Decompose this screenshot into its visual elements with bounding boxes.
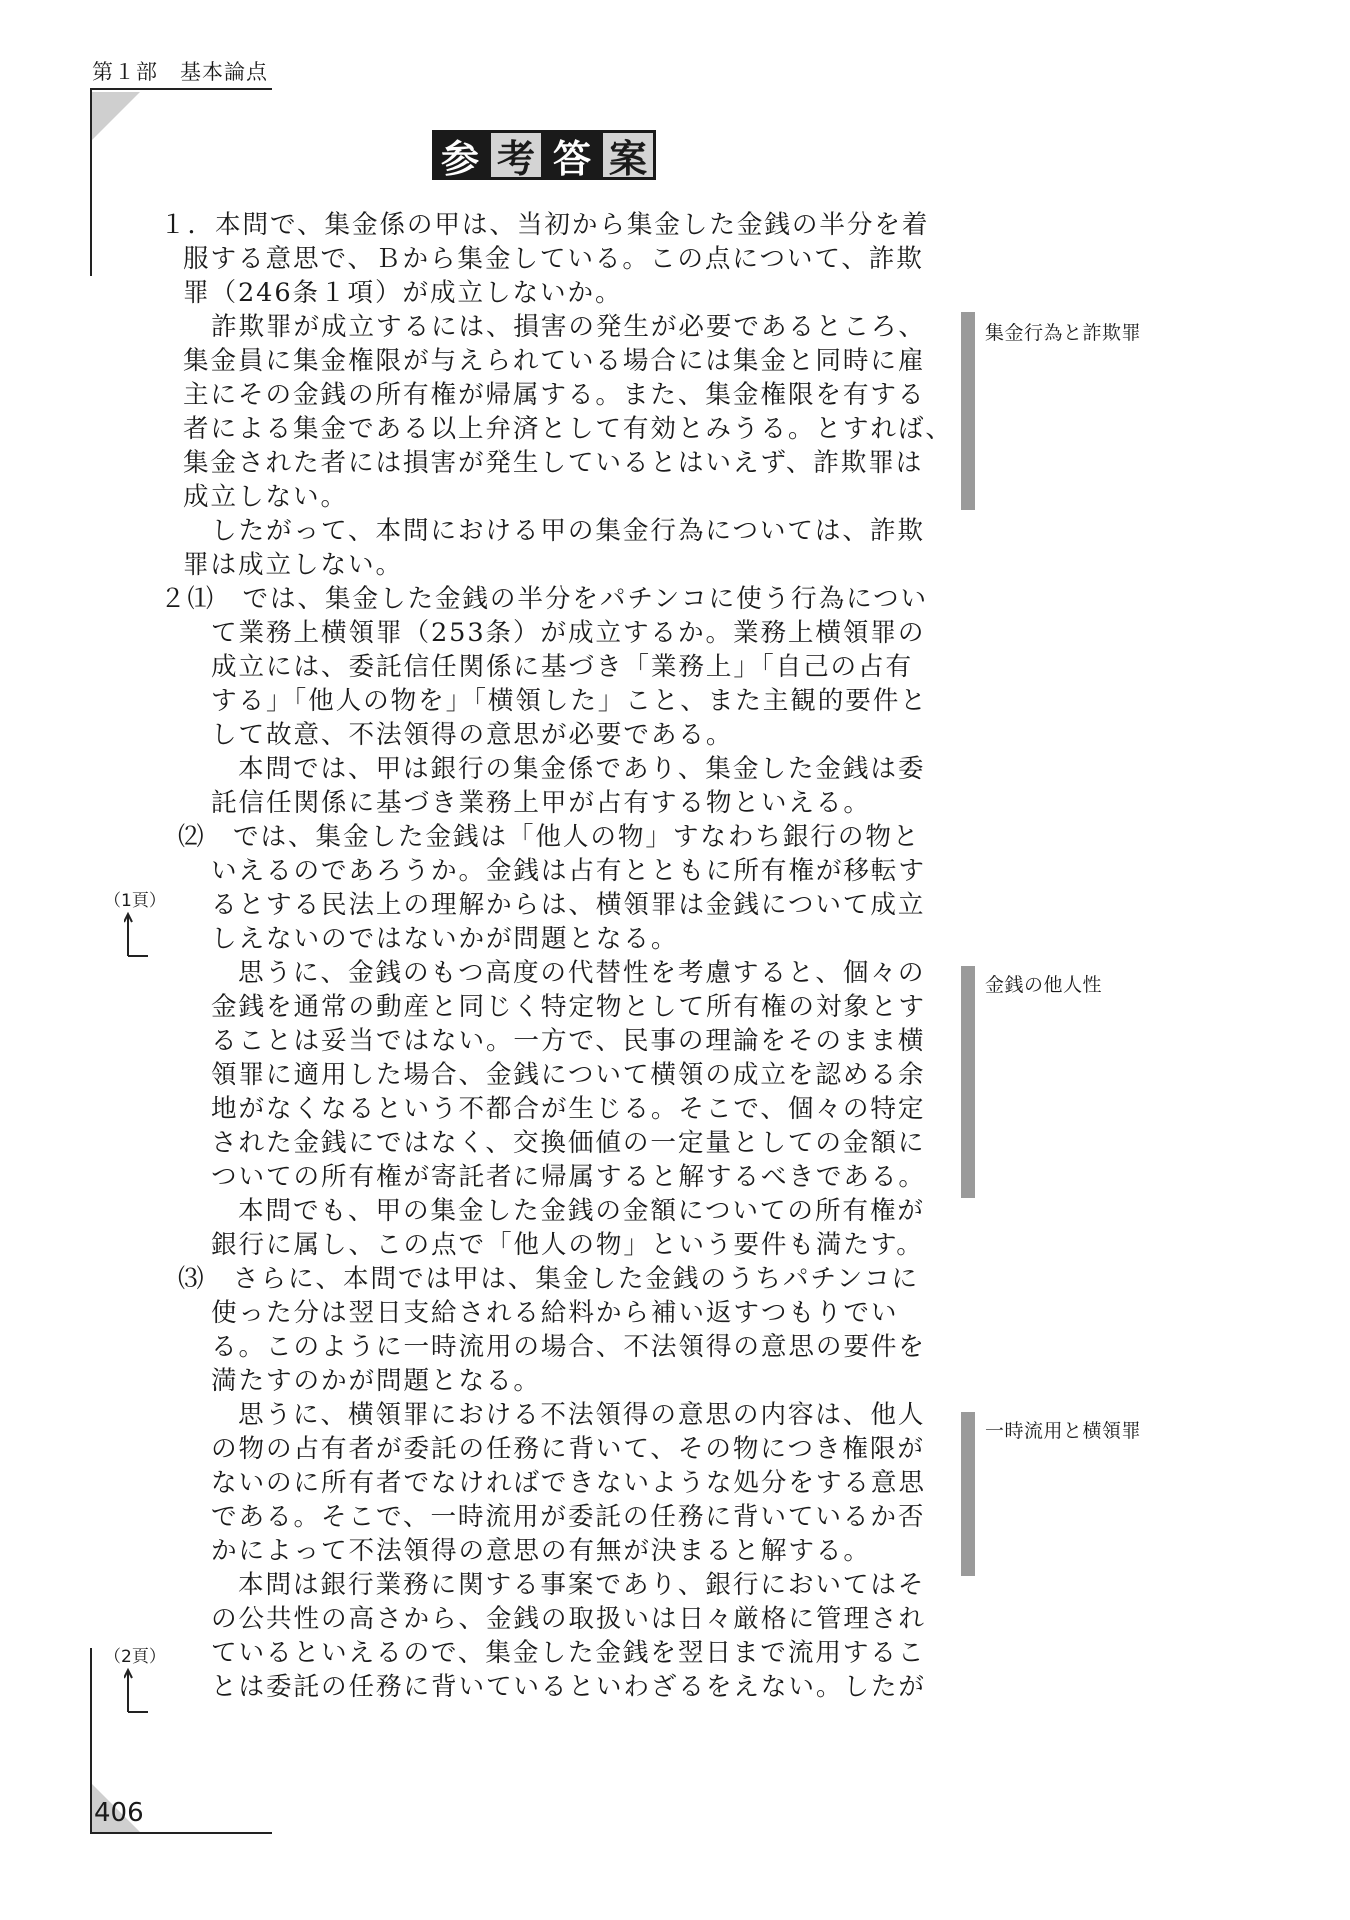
text-line: ⑶ さらに、本問では甲は、集金した金銭のうちパチンコに — [178, 1264, 920, 1294]
text-line: かによって不法領得の意思の有無が決まると解する。 — [211, 1536, 871, 1566]
text-line: である。そこで、一時流用が委託の任務に背いているか否 — [211, 1502, 926, 1532]
section-header: 第１部 基本論点 — [92, 60, 268, 84]
text-line: 銀行に属し、この点で「他人の物」という要件も満たす。 — [211, 1230, 924, 1260]
margin-note-bar — [961, 966, 975, 1198]
text-line: 地がなくなるという不都合が生じる。そこで、個々の特定 — [211, 1094, 926, 1124]
text-line: 罪は成立しない。 — [183, 550, 403, 580]
text-line: 集金された者には損害が発生しているとはいえず、詐欺罪は — [183, 448, 924, 478]
page-ref-arrow-icon — [124, 910, 150, 958]
text-line: 成立しない。 — [183, 482, 348, 512]
text-line: 領罪に適用した場合、金銭について横領の成立を認める余 — [211, 1060, 926, 1090]
text-line: 金銭を通常の動産と同じく特定物として所有権の対象とす — [211, 992, 926, 1022]
text-line: 詐欺罪が成立するには、損害の発生が必要であるところ、 — [211, 312, 926, 342]
text-line: いえるのであろうか。金銭は占有とともに所有権が移転す — [211, 856, 926, 886]
text-line: 集金員に集金権限が与えられている場合には集金と同時に雇 — [183, 346, 926, 376]
text-line: て業務上横領罪（253条）が成立するか。業務上横領罪の — [211, 618, 926, 648]
footer-rule — [90, 1832, 272, 1834]
text-line: 者による集金である以上弁済として有効とみうる。とすれば、 — [183, 414, 953, 444]
text-line: したがって、本問における甲の集金行為については、詐欺 — [211, 516, 925, 546]
text-line: ２⑴ では、集金した金銭の半分をパチンコに使う行為につい — [160, 584, 929, 614]
text-line: 本問は銀行業務に関する事案であり、銀行においてはそ — [238, 1570, 926, 1600]
text-line: する」「他人の物を」「横領した」こと、また主観的要件と — [211, 686, 928, 716]
text-line: の公共性の高さから、金銭の取扱いは日々厳格に管理され — [211, 1604, 926, 1634]
text-line: るとする民法上の理解からは、横領罪は金銭について成立 — [211, 890, 926, 920]
text-line: の物の占有者が委託の任務に背いて、その物につき権限が — [211, 1434, 925, 1464]
text-line: ることは妥当ではない。一方で、民事の理論をそのまま横 — [211, 1026, 926, 1056]
page-number: 406 — [94, 1798, 144, 1828]
text-line: 服する意思で、Ｂから集金している。この点について、詐欺 — [183, 244, 924, 274]
margin-note-fraud: 集金行為と詐欺罪 — [985, 322, 1142, 344]
text-line: 使った分は翌日支給される給料から補い返すつもりでい — [211, 1298, 899, 1328]
text-line: 成立には、委託信任関係に基づき「業務上」「自己の占有 — [211, 652, 914, 682]
text-line: ⑵ では、集金した金銭は「他人の物」すなわち銀行の物と — [178, 822, 921, 852]
margin-note-money-ownership: 金銭の他人性 — [985, 974, 1103, 996]
margin-note-temporary-use: 一時流用と横領罪 — [985, 1420, 1142, 1442]
text-line: とは委託の任務に背いているといわざるをえない。したが — [211, 1672, 926, 1702]
text-line: しえないのではないかが問題となる。 — [211, 924, 679, 954]
text-line: 託信任関係に基づき業務上甲が占有する物といえる。 — [211, 788, 871, 818]
text-line: る。このように一時流用の場合、不法領得の意思の要件を — [211, 1332, 926, 1362]
text-line: 満たすのかが問題となる。 — [211, 1366, 541, 1396]
text-line: ついての所有権が寄託者に帰属すると解するべきである。 — [211, 1162, 926, 1192]
text-line: 本問では、甲は銀行の集金係であり、集金した金銭は委 — [238, 754, 926, 784]
title-char-3: 答 — [544, 130, 600, 180]
margin-note-bar — [961, 1412, 975, 1576]
text-line: された金銭にではなく、交換価値の一定量としての金額に — [211, 1128, 926, 1158]
text-line: ないのに所有者でなければできないような処分をする意思 — [211, 1468, 926, 1498]
text-line: して故意、不法領得の意思が必要である。 — [211, 720, 734, 750]
text-line: １．本問で、集金係の甲は、当初から集金した金銭の半分を着 — [160, 210, 930, 240]
page-ref-2: （2頁） — [104, 1647, 166, 1667]
title-char-1: 参 — [432, 130, 488, 180]
page-ref-arrow-icon — [124, 1666, 150, 1714]
text-line: 思うに、横領罪における不法領得の意思の内容は、他人 — [238, 1400, 926, 1430]
title-char-2: 考 — [488, 130, 544, 180]
text-line: 本問でも、甲の集金した金銭の金額についての所有権が — [238, 1196, 925, 1226]
text-line: 罪（246条１項）が成立しないか。 — [183, 278, 623, 308]
text-line: ているといえるので、集金した金銭を翌日まで流用するこ — [211, 1638, 926, 1668]
margin-note-bar — [961, 312, 975, 510]
text-line: 主にその金銭の所有権が帰属する。また、集金権限を有する — [183, 380, 926, 410]
title-char-4: 案 — [600, 130, 656, 180]
page-ref-1: （1頁） — [104, 891, 166, 911]
text-line: 思うに、金銭のもつ高度の代替性を考慮すると、個々の — [238, 958, 926, 988]
